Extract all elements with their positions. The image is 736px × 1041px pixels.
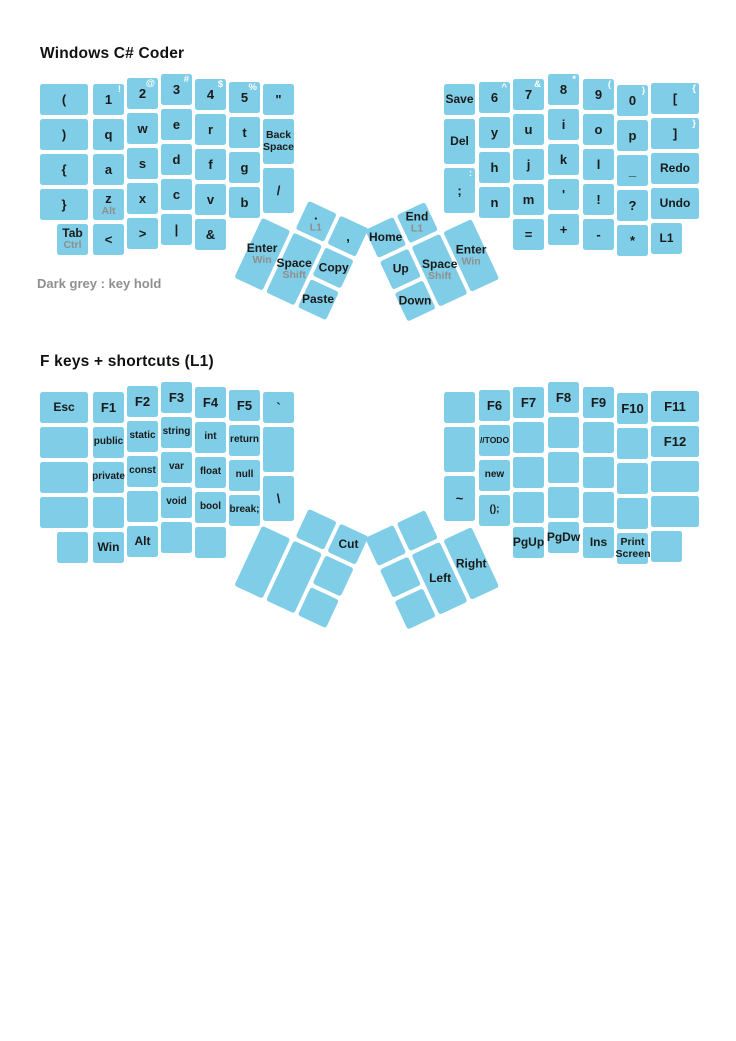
key-hold-label: Win — [252, 253, 272, 266]
key-const — [127, 456, 158, 487]
key-label: | — [174, 221, 179, 237]
key-label: o — [594, 121, 603, 137]
key-label: > — [138, 225, 147, 241]
key-label: (); — [489, 504, 500, 516]
key-label: return — [230, 434, 259, 446]
key-f2 — [127, 386, 158, 417]
key-print-screen — [615, 533, 651, 564]
key-call-parens — [479, 495, 510, 526]
key-shift-symbol: ) — [641, 85, 645, 96]
key-y — [479, 117, 510, 148]
key-label: } — [61, 196, 67, 212]
layout-title-l1: F keys + shortcuts (L1) — [40, 353, 214, 370]
key-2 — [127, 78, 158, 109]
key-float — [195, 457, 226, 488]
key-g — [229, 152, 260, 183]
key-exclamation — [583, 184, 614, 215]
key-label: x — [138, 190, 147, 206]
key-blank — [93, 497, 124, 528]
key-close-brace — [40, 189, 88, 220]
key-plus — [548, 214, 579, 245]
key-close-bracket — [651, 118, 699, 149]
key-label: r — [207, 121, 214, 137]
key-blank — [127, 491, 158, 522]
key-blank — [195, 527, 226, 558]
key-shift-symbol: * — [572, 74, 576, 85]
key-f1 — [93, 392, 124, 423]
key-blank — [513, 492, 544, 523]
key-blank — [617, 428, 648, 459]
key-blank — [40, 462, 88, 493]
key-todo-comment — [479, 425, 510, 456]
key-label: void — [166, 496, 187, 508]
key-undo — [651, 188, 699, 219]
key-label: const — [129, 465, 156, 477]
key-label: w — [137, 120, 148, 136]
key-label: j — [526, 156, 531, 172]
key-u — [513, 114, 544, 145]
key-label: ; — [457, 182, 462, 198]
key-blank — [263, 427, 294, 472]
key-9 — [583, 79, 614, 110]
key-shift-symbol: ^ — [501, 82, 507, 93]
key-c — [161, 179, 192, 210]
key-8 — [548, 74, 579, 105]
key-f3 — [161, 382, 192, 413]
key-label: Esc — [53, 400, 75, 415]
key-label: Win — [97, 540, 120, 555]
key-open-brace — [40, 154, 88, 185]
key-hold-label: Shift — [427, 269, 452, 282]
key-label: private — [92, 471, 125, 483]
key-blank — [583, 492, 614, 523]
key-backtick — [263, 392, 294, 423]
key-null — [229, 460, 260, 491]
key-label: null — [235, 469, 254, 481]
key-label: L1 — [659, 231, 674, 246]
key-label: e — [172, 116, 181, 132]
key-label: public — [93, 436, 124, 448]
key-ins — [583, 527, 614, 558]
key-blank — [651, 531, 682, 562]
key-label: ' — [561, 186, 566, 202]
key-label: static — [129, 430, 156, 442]
key-label: Paste — [302, 292, 335, 307]
key-var — [161, 452, 192, 483]
key-label: g — [240, 159, 249, 175]
key-shift-symbol: ! — [117, 84, 121, 95]
key-f9 — [583, 387, 614, 418]
key-private — [93, 462, 124, 493]
key-label: n — [490, 194, 499, 210]
key-string — [161, 417, 192, 448]
key-shift-symbol: } — [692, 118, 696, 129]
key-greater-than — [127, 218, 158, 249]
key-pgdw — [548, 522, 579, 553]
key-label: PgDw — [546, 530, 581, 545]
key-win — [93, 532, 124, 563]
key-label: < — [104, 231, 113, 247]
key-esc — [40, 392, 88, 423]
key-void — [161, 487, 192, 518]
key-f8 — [548, 382, 579, 413]
key-tab — [57, 224, 88, 255]
key-label: F8 — [555, 389, 572, 405]
key-label: Back Space — [263, 129, 294, 153]
key-label: Home — [368, 230, 403, 245]
key-blank — [651, 461, 699, 492]
key-label: End — [405, 209, 429, 224]
key-hold-label: Ctrl — [63, 239, 82, 252]
key-label: Redo — [660, 161, 690, 176]
key-label: + — [559, 221, 568, 237]
key-label: ~ — [455, 490, 464, 506]
key-label: F1 — [100, 399, 117, 415]
key-label: 8 — [559, 81, 568, 97]
key-blank — [617, 463, 648, 494]
key-label: - — [596, 226, 601, 242]
key-apostrophe — [548, 179, 579, 210]
key-label: c — [172, 186, 181, 202]
key-blank — [583, 457, 614, 488]
key-blank — [40, 427, 88, 458]
key-label: F10 — [621, 400, 644, 416]
key-label: Space — [276, 255, 312, 270]
key-s — [127, 148, 158, 179]
key-label: Copy — [318, 260, 349, 275]
key-label: 2 — [138, 85, 147, 101]
key-label: z — [105, 190, 112, 206]
key-1 — [93, 84, 124, 115]
key-label: F12 — [663, 433, 687, 449]
key-label: F9 — [590, 394, 607, 410]
key-label: { — [61, 161, 67, 177]
key-pgup — [513, 527, 544, 558]
key-label: Undo — [659, 196, 691, 211]
key-label: / — [276, 182, 281, 198]
key-label: F7 — [520, 394, 537, 410]
key-label: 5 — [240, 89, 249, 105]
key-back-space — [263, 119, 294, 164]
key-f12 — [651, 426, 699, 457]
key-bool — [195, 492, 226, 523]
key-z — [93, 189, 124, 220]
key-r — [195, 114, 226, 145]
key-shift-symbol: & — [534, 79, 541, 90]
legend-note: Dark grey : key hold — [37, 276, 162, 291]
key-t — [229, 117, 260, 148]
key-label: 1 — [104, 91, 113, 107]
key-label: Enter — [455, 242, 487, 257]
key-double-quote — [263, 84, 294, 115]
key-label: 6 — [490, 89, 499, 105]
key-label: a — [104, 161, 113, 177]
key-label: l — [596, 156, 601, 172]
key-blank — [513, 457, 544, 488]
key-label: 4 — [206, 86, 215, 102]
key-label: s — [138, 155, 147, 171]
key-shift-symbol: ( — [607, 79, 611, 90]
key-label: Enter — [246, 241, 278, 256]
key-blank — [444, 427, 475, 472]
key-label: Left — [428, 570, 451, 585]
key-7 — [513, 79, 544, 110]
key-k — [548, 144, 579, 175]
key-label: ! — [596, 191, 601, 207]
key-w — [127, 113, 158, 144]
key-asterisk — [617, 225, 648, 256]
key-redo — [651, 153, 699, 184]
key-label: int — [204, 431, 217, 443]
key-label: F2 — [134, 393, 151, 409]
key-hold-label: L1 — [310, 221, 323, 234]
key-label: m — [522, 191, 535, 207]
key-label: \ — [276, 490, 281, 506]
key-public — [93, 427, 124, 458]
key-label: Cut — [337, 536, 358, 551]
key-n — [479, 187, 510, 218]
key-h — [479, 152, 510, 183]
key-f — [195, 149, 226, 180]
key-label: & — [205, 226, 216, 242]
key-label: v — [206, 191, 215, 207]
key-label: Save — [445, 92, 474, 107]
key-label: * — [629, 232, 636, 248]
key-new — [479, 460, 510, 491]
key-blank — [40, 497, 88, 528]
key-minus — [583, 219, 614, 250]
key-label: 9 — [594, 86, 603, 102]
layout-title-main: Windows C# Coder — [40, 45, 185, 62]
key-5 — [229, 82, 260, 113]
key-f7 — [513, 387, 544, 418]
key-shift-symbol: # — [183, 74, 189, 85]
key-label: " — [275, 91, 282, 107]
key-pipe — [161, 214, 192, 245]
key-label: //TODO — [479, 435, 510, 446]
key-blank — [548, 417, 579, 448]
key-label: F4 — [202, 394, 219, 410]
key-label: Print Screen — [615, 536, 651, 560]
key-blank — [583, 422, 614, 453]
key-x — [127, 183, 158, 214]
key-shift-symbol: $ — [217, 79, 223, 90]
key-label: 3 — [172, 81, 181, 97]
key-static — [127, 421, 158, 452]
key-blank — [161, 522, 192, 553]
key-label: new — [484, 469, 505, 481]
key-blank — [548, 487, 579, 518]
key-label: string — [162, 426, 191, 438]
key-label: Right — [455, 556, 487, 571]
key-label: float — [199, 466, 222, 478]
key-question — [617, 190, 648, 221]
key-label: ( — [61, 91, 67, 107]
key-blank — [57, 532, 88, 563]
key-label: 0 — [628, 92, 637, 108]
key-label: Up — [392, 261, 409, 276]
key-label: Space — [421, 257, 458, 272]
key-ampersand — [195, 219, 226, 250]
key-f5 — [229, 390, 260, 421]
key-p — [617, 120, 648, 151]
key-label: q — [104, 126, 113, 142]
key-i — [548, 109, 579, 140]
key-label: F3 — [168, 389, 185, 405]
key-label: break; — [229, 504, 260, 516]
key-label: f — [208, 156, 213, 172]
key-close-paren — [40, 119, 88, 150]
key-int — [195, 422, 226, 453]
key-l1 — [651, 223, 682, 254]
key-label: PgUp — [512, 535, 545, 550]
key-b — [229, 187, 260, 218]
key-label: ) — [61, 126, 67, 142]
key-q — [93, 119, 124, 150]
key-label: 7 — [524, 86, 533, 102]
key-label: h — [490, 159, 499, 175]
key-shift-symbol: @ — [145, 78, 155, 89]
key-blank — [617, 498, 648, 529]
key-alt — [127, 526, 158, 557]
key-label: ] — [672, 125, 678, 141]
key-f4 — [195, 387, 226, 418]
key-shift-symbol: { — [692, 83, 696, 94]
key-label: ` — [276, 399, 281, 415]
key-shift-symbol: % — [248, 82, 257, 93]
key-4 — [195, 79, 226, 110]
key-blank — [513, 422, 544, 453]
key-label: k — [559, 151, 568, 167]
key-break — [229, 495, 260, 526]
key-hold-label: Shift — [282, 268, 306, 281]
key-label: F6 — [486, 397, 503, 413]
key-equals — [513, 219, 544, 250]
key-o — [583, 114, 614, 145]
key-del — [444, 119, 475, 164]
key-label: F5 — [236, 397, 253, 413]
key-label: , — [346, 228, 350, 244]
key-label: var — [168, 461, 184, 473]
key-label: ? — [628, 197, 637, 213]
key-open-paren — [40, 84, 88, 115]
key-6 — [479, 82, 510, 113]
key-e — [161, 109, 192, 140]
key-label: bool — [199, 501, 222, 513]
key-label: F11 — [664, 398, 686, 414]
key-d — [161, 144, 192, 175]
key-underscore — [617, 155, 648, 186]
key-label: Down — [398, 293, 432, 308]
key-label: _ — [628, 162, 637, 178]
key-label: = — [524, 226, 533, 242]
key-save — [444, 84, 475, 115]
key-label: Del — [450, 134, 469, 149]
key-f11 — [651, 391, 699, 422]
key-blank — [548, 452, 579, 483]
key-return — [229, 425, 260, 456]
key-label: p — [628, 127, 637, 143]
key-blank — [651, 496, 699, 527]
key-label: Alt — [134, 534, 151, 549]
key-hold-label: L1 — [411, 222, 424, 235]
key-j — [513, 149, 544, 180]
key-hold-label: Win — [461, 255, 481, 268]
key-0 — [617, 85, 648, 116]
key-3 — [161, 74, 192, 105]
key-label: i — [561, 116, 566, 132]
key-f6 — [479, 390, 510, 421]
key-a — [93, 154, 124, 185]
key-f10 — [617, 393, 648, 424]
key-label: t — [242, 124, 247, 140]
key-m — [513, 184, 544, 215]
key-label: Tab — [62, 226, 83, 241]
key-label: Ins — [589, 535, 608, 550]
key-label: b — [240, 194, 249, 210]
key-label: [ — [672, 90, 678, 106]
key-l — [583, 149, 614, 180]
key-shift-symbol: : — [468, 168, 472, 179]
key-label: y — [490, 124, 499, 140]
key-hold-label: Alt — [101, 204, 116, 217]
key-less-than — [93, 224, 124, 255]
key-open-bracket — [651, 83, 699, 114]
key-label: d — [172, 151, 181, 167]
key-label: u — [524, 121, 533, 137]
key-label: . — [314, 207, 319, 223]
key-v — [195, 184, 226, 215]
key-blank — [444, 392, 475, 423]
